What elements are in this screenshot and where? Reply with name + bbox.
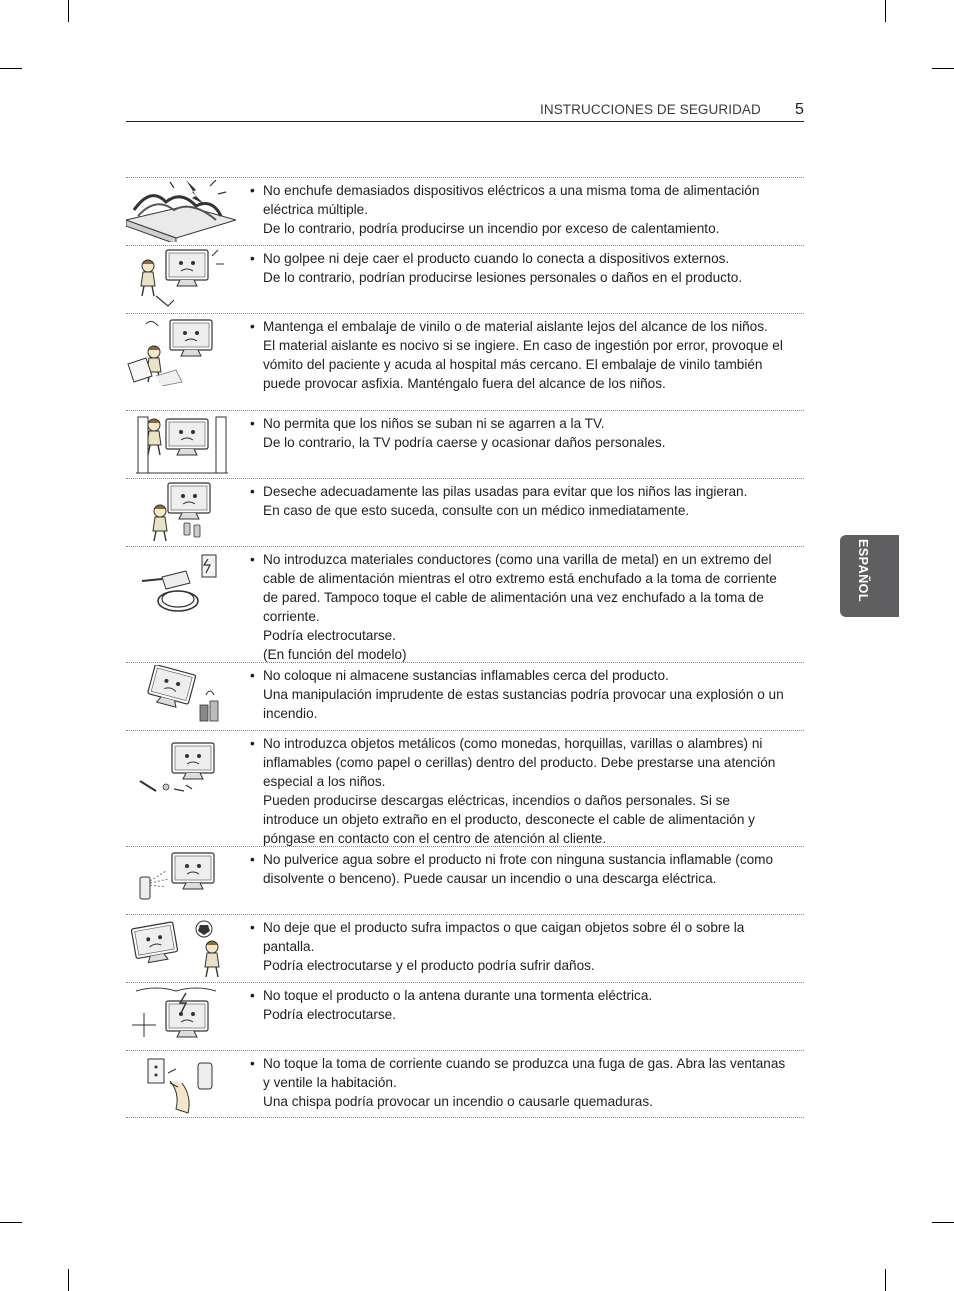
water-spray-icon	[126, 849, 236, 911]
bullet: •	[250, 852, 255, 867]
list-item	[126, 846, 804, 914]
list-item	[126, 313, 804, 410]
bullet: •	[250, 668, 255, 683]
overloaded-outlet-icon	[126, 180, 236, 242]
header-rule	[126, 121, 804, 122]
item-text: No toque el producto o la antena durante una tormenta eléctrica. Podría electrocutarse.	[263, 988, 653, 1022]
safety-items-list	[126, 177, 804, 1118]
item-text: No golpee ni deje caer el producto cuando lo conecta a dispositivos externos. De lo contrario, podrían producirse lesiones personales o daños en el producto.	[263, 251, 743, 285]
item-text: Deseche adecuadamente las pilas usadas para evitar que los niños las ingieran. En caso de que esto suceda, consulte con un médico inmediatamente.	[263, 484, 748, 518]
crop-mark	[885, 0, 886, 22]
item-text: Mantenga el embalaje de vinilo o de material aislante lejos del alcance de los niños. El material aislante es nocivo si se ingiere. En caso de ingestión por error, provoque el vómito del paciente y acuda al hospital más cercano. El embalaje de vinilo también puede provocar asfixia. Manténgalo fuera del alcance de los niños.	[263, 319, 783, 391]
item-text: No coloque ni almacene sustancias inflamables cerca del producto. Una manipulación imprudente de estas sustancias podría provocar una explosión o un incendio.	[263, 668, 784, 721]
metal-objects-icon	[126, 733, 236, 803]
item-text: No toque la toma de corriente cuando se produzca una fuga de gas. Abra las ventanas y ventile la habitación. Una chispa podría provocar un incendio o causarle quemaduras.	[263, 1056, 786, 1109]
gas-leak-outlet-icon	[126, 1053, 236, 1115]
flammable-substances-icon	[126, 665, 236, 727]
bullet: •	[250, 1056, 255, 1071]
lightning-storm-icon	[126, 985, 236, 1047]
crop-mark	[0, 68, 22, 69]
bullet: •	[250, 319, 255, 334]
item-text: No enchufe demasiados dispositivos eléctricos a una misma toma de alimentación eléctrica múltiple. De lo contrario, podría producirse un incendio por exceso de calentamiento.	[263, 183, 760, 236]
bullet: •	[250, 988, 255, 1003]
crop-mark	[932, 1222, 954, 1223]
crop-mark	[932, 68, 954, 69]
child-dropping-tv-icon	[126, 248, 236, 310]
list-item	[126, 245, 804, 313]
bullet: •	[250, 484, 255, 499]
crop-mark	[68, 1269, 69, 1291]
item-text: No introduzca materiales conductores (como una varilla de metal) en un extremo del cable de alimentación mientras el otro extremo está enchufado a la toma de corriente de pared. Tampoco toque el cable de alimentación una vez enchufado a la toma de corriente. Podría electrocutarse. (En función del modelo)	[263, 552, 777, 662]
bullet: •	[250, 552, 255, 567]
list-item	[126, 662, 804, 730]
item-text: No permita que los niños se suban ni se agarren a la TV. De lo contrario, la TV podría caerse y ocasionar daños personales.	[263, 416, 666, 450]
crop-mark	[885, 1269, 886, 1291]
child-vinyl-packaging-icon	[126, 316, 236, 386]
bullet: •	[250, 251, 255, 266]
list-item	[126, 730, 804, 846]
item-text: No introduzca objetos metálicos (como monedas, horquillas, varillas o alambres) ni inflamables (como papel o cerillas) dentro del producto. Debe prestarse una atención especial a los niños. Pueden producirse descargas eléctricas, incendios o daños personales. Si se introduce un objeto extraño en el producto, desconecte el cable de alimentación y póngase en contacto con el centro de atención al cliente.	[263, 736, 776, 846]
bullet: •	[250, 416, 255, 431]
item-text: No deje que el producto sufra impactos o que caigan objetos sobre él o sobre la pantalla. Podría electrocutarse y el producto podría sufrir daños.	[263, 920, 745, 973]
page-number: 5	[795, 101, 804, 118]
bullet: •	[250, 183, 255, 198]
child-battery-icon	[126, 481, 236, 543]
language-tab-label: ESPAÑOL	[856, 539, 870, 602]
list-item	[126, 478, 804, 546]
crop-mark	[0, 1222, 22, 1223]
list-item	[126, 177, 804, 245]
list-item	[126, 1050, 804, 1118]
language-tab	[840, 535, 899, 617]
list-item	[126, 546, 804, 662]
ball-impact-icon	[126, 917, 236, 979]
section-title: INSTRUCCIONES DE SEGURIDAD	[540, 102, 761, 117]
child-climbing-tv-icon	[126, 413, 236, 475]
crop-mark	[68, 0, 69, 22]
bullet: •	[250, 920, 255, 935]
item-text: No pulverice agua sobre el producto ni frote con ninguna sustancia inflamable (como disolvente o benceno). Puede causar un incendio o una descarga eléctrica.	[263, 852, 774, 886]
power-cord-metal-rod-icon	[126, 549, 236, 619]
list-item	[126, 982, 804, 1050]
list-item	[126, 914, 804, 982]
list-item	[126, 410, 804, 478]
bullet: •	[250, 736, 255, 751]
